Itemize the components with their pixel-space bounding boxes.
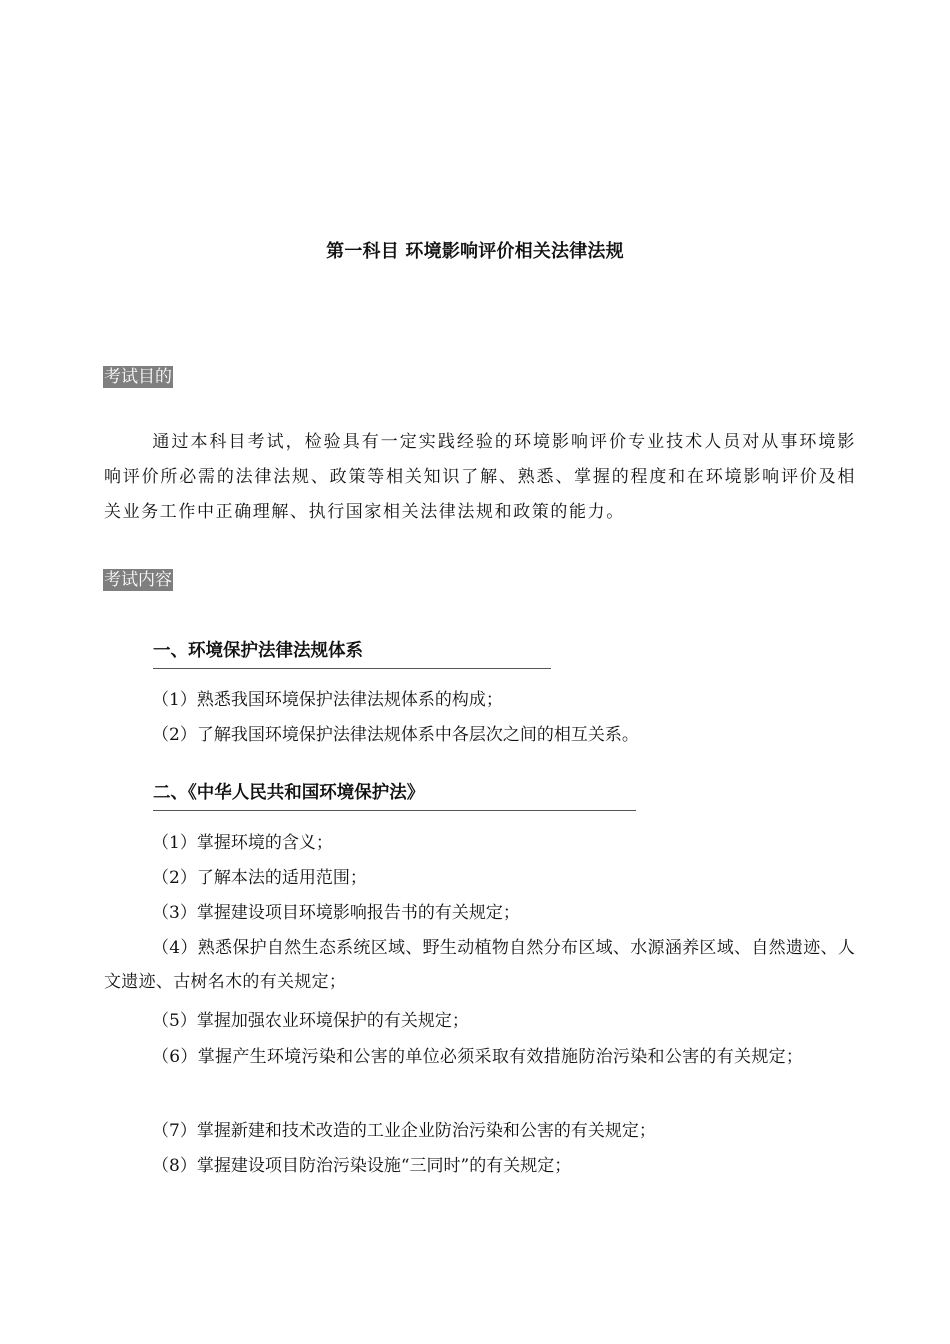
section-label-purpose: 考试目的 [104, 367, 172, 387]
list-item: （8）掌握建设项目防治污染设施“三同时”的有关规定； [152, 1156, 572, 1176]
list-item: （2）了解本法的适用范围； [152, 868, 367, 888]
part2-heading: 二、《中华人民共和国环境保护法》 [153, 779, 636, 811]
page-title: 第一科目 环境影响评价相关法律法规 [326, 241, 624, 262]
list-item: （1）掌握环境的含义； [152, 833, 333, 853]
list-item: （7）掌握新建和技术改造的工业企业防治污染和公害的有关规定； [152, 1121, 656, 1141]
part1-heading: 一、环境保护法律法规体系 [153, 637, 551, 669]
list-item: （3）掌握建设项目环境影响报告书的有关规定； [152, 903, 520, 923]
list-item: （5）掌握加强农业环境保护的有关规定； [152, 1011, 469, 1031]
list-item: （4）熟悉保护自然生态系统区域、野生动植物自然分布区域、水源涵养区域、自然遗迹、人文遗迹、古树名木的有关规定； [104, 938, 856, 992]
section-label-content: 考试内容 [104, 570, 172, 590]
purpose-text: 通过本科目考试，检验具有一定实践经验的环境影响评价专业技术人员对从事环境影响评价所必需的法律法规、政策等相关知识了解、熟悉、掌握的程度和在环境影响评价及相关业务工作中正确理解、执行国家相关法律法规和政策的能力。 [104, 432, 856, 522]
list-item: （1）熟悉我国环境保护法律法规体系的构成； [152, 690, 503, 710]
purpose-paragraph [104, 425, 856, 530]
list-item: （2）了解我国环境保护法律法规体系中各层次之间的相互关系。 [152, 725, 639, 745]
list-item: （6）掌握产生环境污染和公害的单位必须采取有效措施防治污染和公害的有关规定； [152, 1047, 804, 1067]
